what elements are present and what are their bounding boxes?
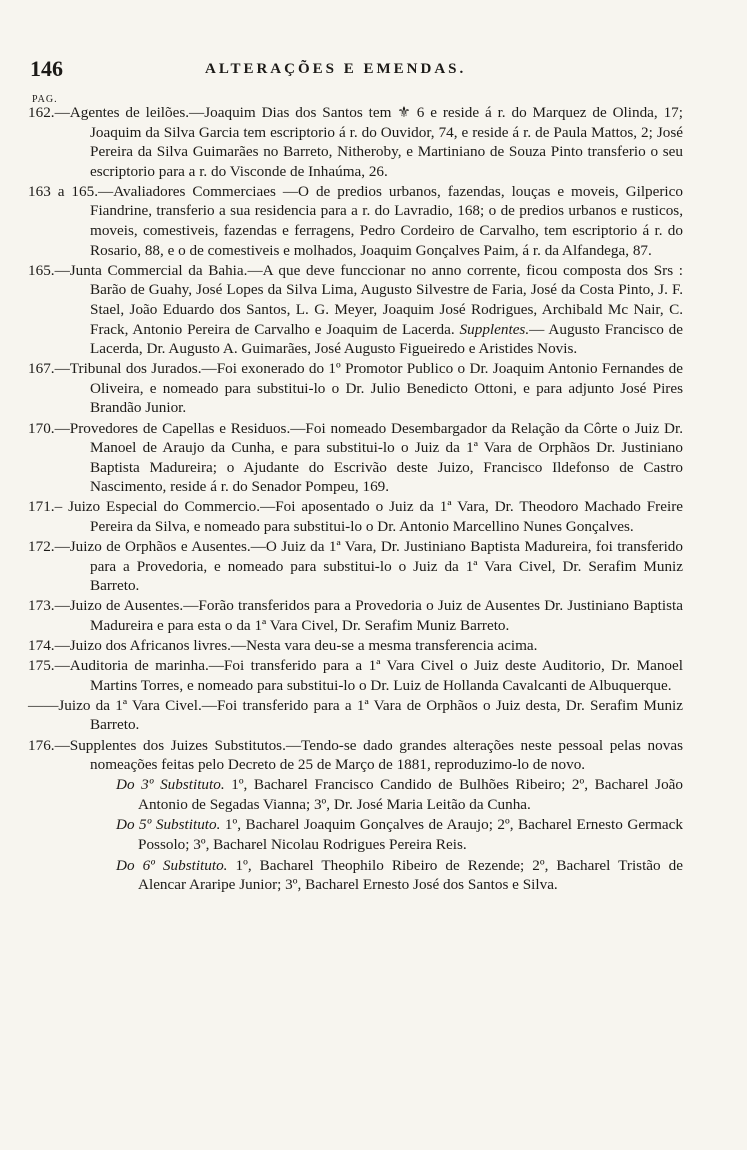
entry-text: —Juizo de Orphãos e Ausentes.—O Juiz da 1ª Vara, Dr. Justiniano Baptista Madureira, foi transferido para a Provedoria, e nomeado para substitui-lo o Juiz da 1ª Vara Civel, Dr. Serafim Muniz Barreto.: [54, 538, 683, 595]
entry: [28, 636, 683, 656]
entry: [28, 696, 683, 735]
entry: [28, 261, 683, 359]
entry-text: – Juizo Especial do Commercio.—Foi aposentado o Juiz da 1ª Vara, Dr. Theodoro Machado Freire Pereira da Silva, e nomeado para substitui-lo o Dr. Antonio Marcellino Nunes Gonçalves.: [54, 498, 683, 535]
running-title: ALTERAÇÕES E EMENDAS.: [205, 61, 467, 77]
entry-text: —Junta Commercial da Bahia.—A que deve funccionar no anno corrente, ficou composta dos Srs : Barão de Guahy, José Lopes da Silva Lima, Augusto Silvestre de Faria, José da Costa Pinto, J. F. Stael, João Eduardo dos Santos, L. G. Meyer, Joaquim José Rodrigues, Archibald Mc Nair, C. Frack, Antonio Pereira de Carvalho e Joaquim de Lacerda.: [54, 261, 683, 338]
entry: [28, 596, 683, 635]
entry-text: —Juizo dos Africanos livres.—Nesta vara deu-se a mesma transferencia acima.: [54, 637, 538, 655]
entry-text: —Agentes de leilões.—Joaquim Dias dos Santos tem ⚜ 6 e reside á r. do Marquez de Olinda, 17; Joaquim da Silva Garcia tem escriptorio á r. do Ouvidor, 74, e reside á r. de Paula Mattos, 2; José Pereira da Silva Guimarães no Barreto, Nitheroby, e Martiniano de Souza Pinto transferio o seu escriptorio para a r. do Visconde de Inhaúma, 26.: [54, 104, 683, 180]
substitute-entry: [28, 815, 683, 854]
entry-ref: 174.: [28, 637, 55, 655]
entry-ref: 165.: [28, 261, 55, 279]
entry-ref: —: [28, 696, 44, 714]
substitute-text: 1º, Bacharel Joaquim Gonçalves de Araujo; 2º, Bacharel Ernesto Germack Possolo; 3º, Bacharel Nicolau Rodrigues Pereira Reis.: [138, 816, 684, 853]
page-number: 146: [30, 56, 63, 81]
entry-text: —Supplentes dos Juizes Substitutos.—Tendo-se dado grandes alterações neste pessoal pelas novas nomeações feitas pelo Decreto de 25 de Março de 1881, reproduzimo-lo de novo.: [54, 736, 683, 774]
entry: [28, 103, 683, 181]
entry: [28, 537, 683, 596]
substitute-entry: [28, 775, 683, 814]
entry-ref: 173.: [28, 597, 55, 615]
entry-ref: 172.: [28, 538, 55, 556]
substitute-label: Do 5º Substituto.: [116, 816, 221, 834]
entry-ref: 163 a 165.: [28, 182, 98, 200]
substitute-text: 1º, Bacharel Theophilo Ribeiro de Rezende; 2º, Bacharel Tristão de Alencar Araripe Junior; 3º, Bacharel Ernesto José dos Santos e Silva.: [138, 856, 684, 894]
entry-ref: 170.: [28, 419, 55, 437]
entry-ref: 175.: [28, 657, 55, 675]
entry: [28, 182, 683, 260]
entry-text: —Provedores de Capellas e Residuos.—Foi nomeado Desembargador da Relação da Côrte o Juiz Dr. Manoel de Araujo da Cunha, e para substitui-lo o Juiz da 1ª Vara de Orphãos Dr. Justiniano Baptista Madureira; o Ajudante do Escrivão deste Juizo, Francisco Ildefonso de Castro Nascimento, reside á r. do Senador Pompeu, 169.: [54, 419, 683, 496]
entry-italic: Supplentes.: [459, 320, 530, 338]
entries-list: [28, 103, 683, 896]
entry-text: —Tribunal dos Jurados.—Foi exonerado do 1º Promotor Publico o Dr. Joaquim Antonio Fernandes de Oliveira, e nomeado para substitui-lo o Dr. Julio Benedicto Ottoni, e para adjunto José Pires Brandão Junior.: [54, 360, 683, 417]
entry: [28, 497, 683, 536]
entry-tail: — Augusto Francisco de Lacerda, Dr. Augusto A. Guimarães, José Augusto Figueiredo e Aristides Novis.: [90, 320, 684, 358]
entry-text: —Juizo de Ausentes.—Forão transferidos para a Provedoria o Juiz de Ausentes Dr. Justiniano Baptista Madureira e para esta o da 1ª Vara Civel, Dr. Serafim Muniz Barreto.: [54, 597, 683, 634]
entry-ref: 171.: [28, 498, 55, 516]
page-header: [30, 56, 690, 86]
entry-text: —Juizo da 1ª Vara Civel.—Foi transferido para a 1ª Vara de Orphãos o Juiz desta, Dr. Serafim Muniz Barreto.: [43, 696, 683, 734]
substitute-label: Do 3º Substituto.: [116, 776, 225, 794]
entry: [28, 656, 683, 695]
entry-ref: 162.: [28, 104, 55, 121]
entry-text: —Auditoria de marinha.—Foi transferido para a 1ª Vara Civel o Juiz deste Auditorio, Dr. Manoel Martins Torres, e nomeado para substitui-lo o Dr. Luiz de Hollanda Cavalcanti de Albuquerque.: [54, 657, 683, 694]
substitute-label: Do 6º Substituto.: [116, 856, 228, 874]
substitute-text: 1º, Bacharel Francisco Candido de Bulhões Ribeiro; 2º, Bacharel João Antonio de Segadas Vianna; 3º, Dr. José Maria Leitão da Cunha.: [138, 776, 684, 813]
column-label: PAG.: [32, 94, 58, 105]
entry-ref: 176.: [28, 736, 55, 754]
substitute-entry: [28, 856, 683, 895]
entry: [28, 419, 683, 497]
entry-ref: 167.: [28, 360, 55, 378]
entry: [28, 359, 683, 418]
entry: [28, 736, 683, 775]
entry-text: —Avaliadores Commerciaes —O de predios urbanos, fazendas, louças e moveis, Gilperico Fiandrine, transferio a sua residencia para a r. do Lavradio, 168; o de predios urbanos e rusticos, moveis, comestiveis, fazendas e ferragens, Pedro Cordeiro de Carvalho, tem escriptorio á r. do Rosario, 88, e o de comestiveis e molhados, Joaquim Gonçalves Paim, á r. da Alfandega, 87.: [90, 182, 683, 259]
